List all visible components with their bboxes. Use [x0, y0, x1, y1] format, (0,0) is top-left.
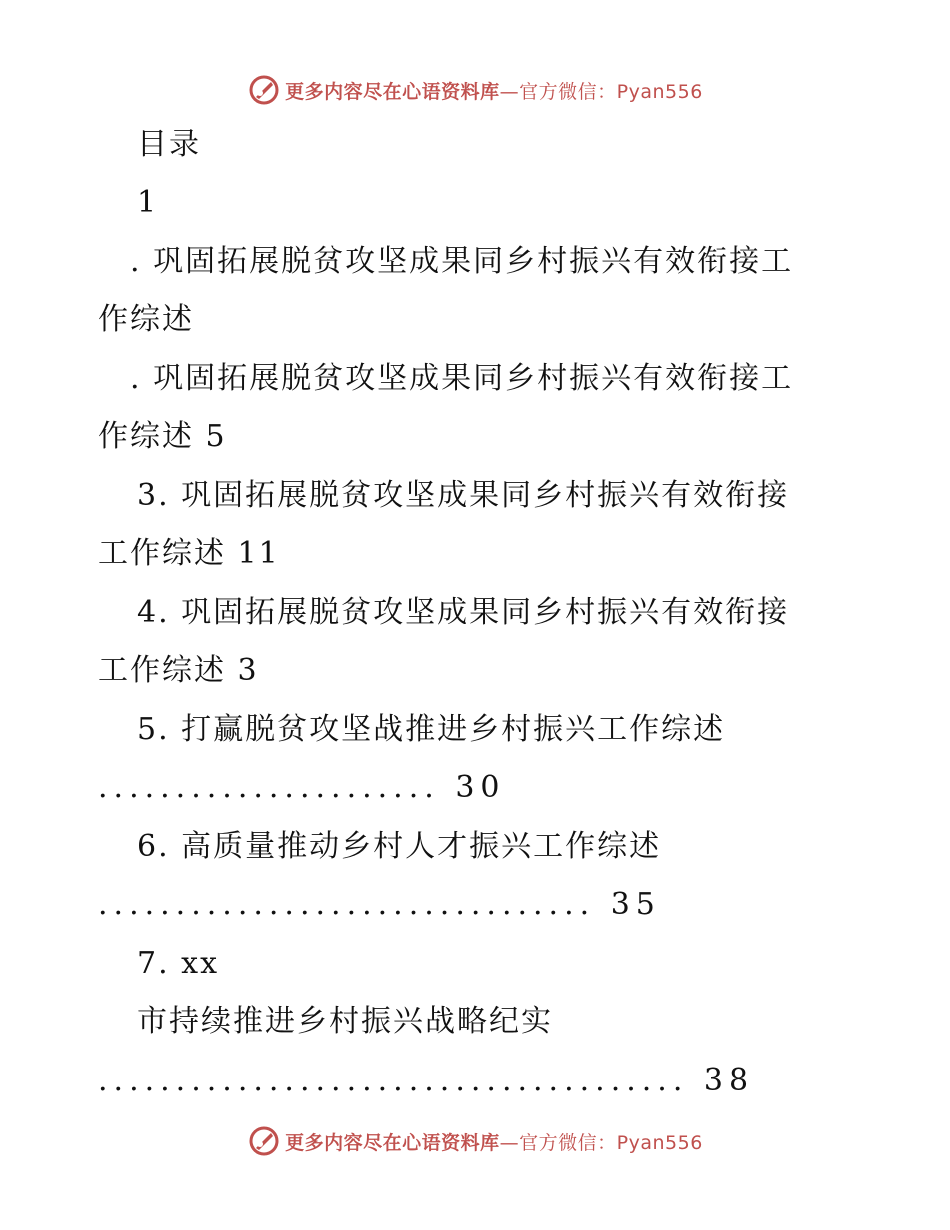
toc-line: 作综述 5: [98, 419, 227, 454]
toc-line: 工作综述 11: [98, 536, 280, 571]
toc-line: . 巩固拓展脱贫攻坚成果同乡村振兴有效衔接工: [130, 244, 794, 279]
watermark-brand: 更多内容尽在心语资料库: [285, 80, 500, 103]
toc-leader-line: ...................... 30: [98, 770, 506, 805]
toc-line: 3. 巩固拓展脱贫攻坚成果同乡村振兴有效衔接: [137, 478, 790, 513]
toc-line: 4. 巩固拓展脱贫攻坚成果同乡村振兴有效衔接: [137, 595, 790, 630]
watermark-brand: 更多内容尽在心语资料库: [285, 1131, 500, 1154]
quill-seal-icon: [247, 73, 281, 107]
toc-leader-line: ...................................... 38: [98, 1063, 755, 1098]
watermark-contact: —官方微信：Pyan556: [499, 1131, 703, 1154]
toc-line: 工作综述 3: [98, 653, 259, 688]
toc-line: 5. 打赢脱贫攻坚战推进乡村振兴工作综述: [137, 712, 726, 747]
toc-leader-line: ................................ 35: [98, 887, 661, 922]
toc-title: 目录: [137, 127, 201, 162]
watermark-header: [0, 70, 950, 110]
toc-line: 1: [137, 185, 159, 220]
toc-line: 6. 高质量推动乡村人才振兴工作综述: [137, 829, 662, 864]
toc-line: 7. xx: [137, 946, 219, 981]
quill-seal-icon: [247, 1124, 281, 1158]
toc-line: 作综述: [98, 302, 194, 337]
watermark-contact: —官方微信：Pyan556: [499, 80, 703, 103]
watermark-footer: [0, 1121, 950, 1161]
toc-line: 市持续推进乡村振兴战略纪实: [137, 1004, 553, 1039]
toc-line: . 巩固拓展脱贫攻坚成果同乡村振兴有效衔接工: [130, 361, 794, 396]
